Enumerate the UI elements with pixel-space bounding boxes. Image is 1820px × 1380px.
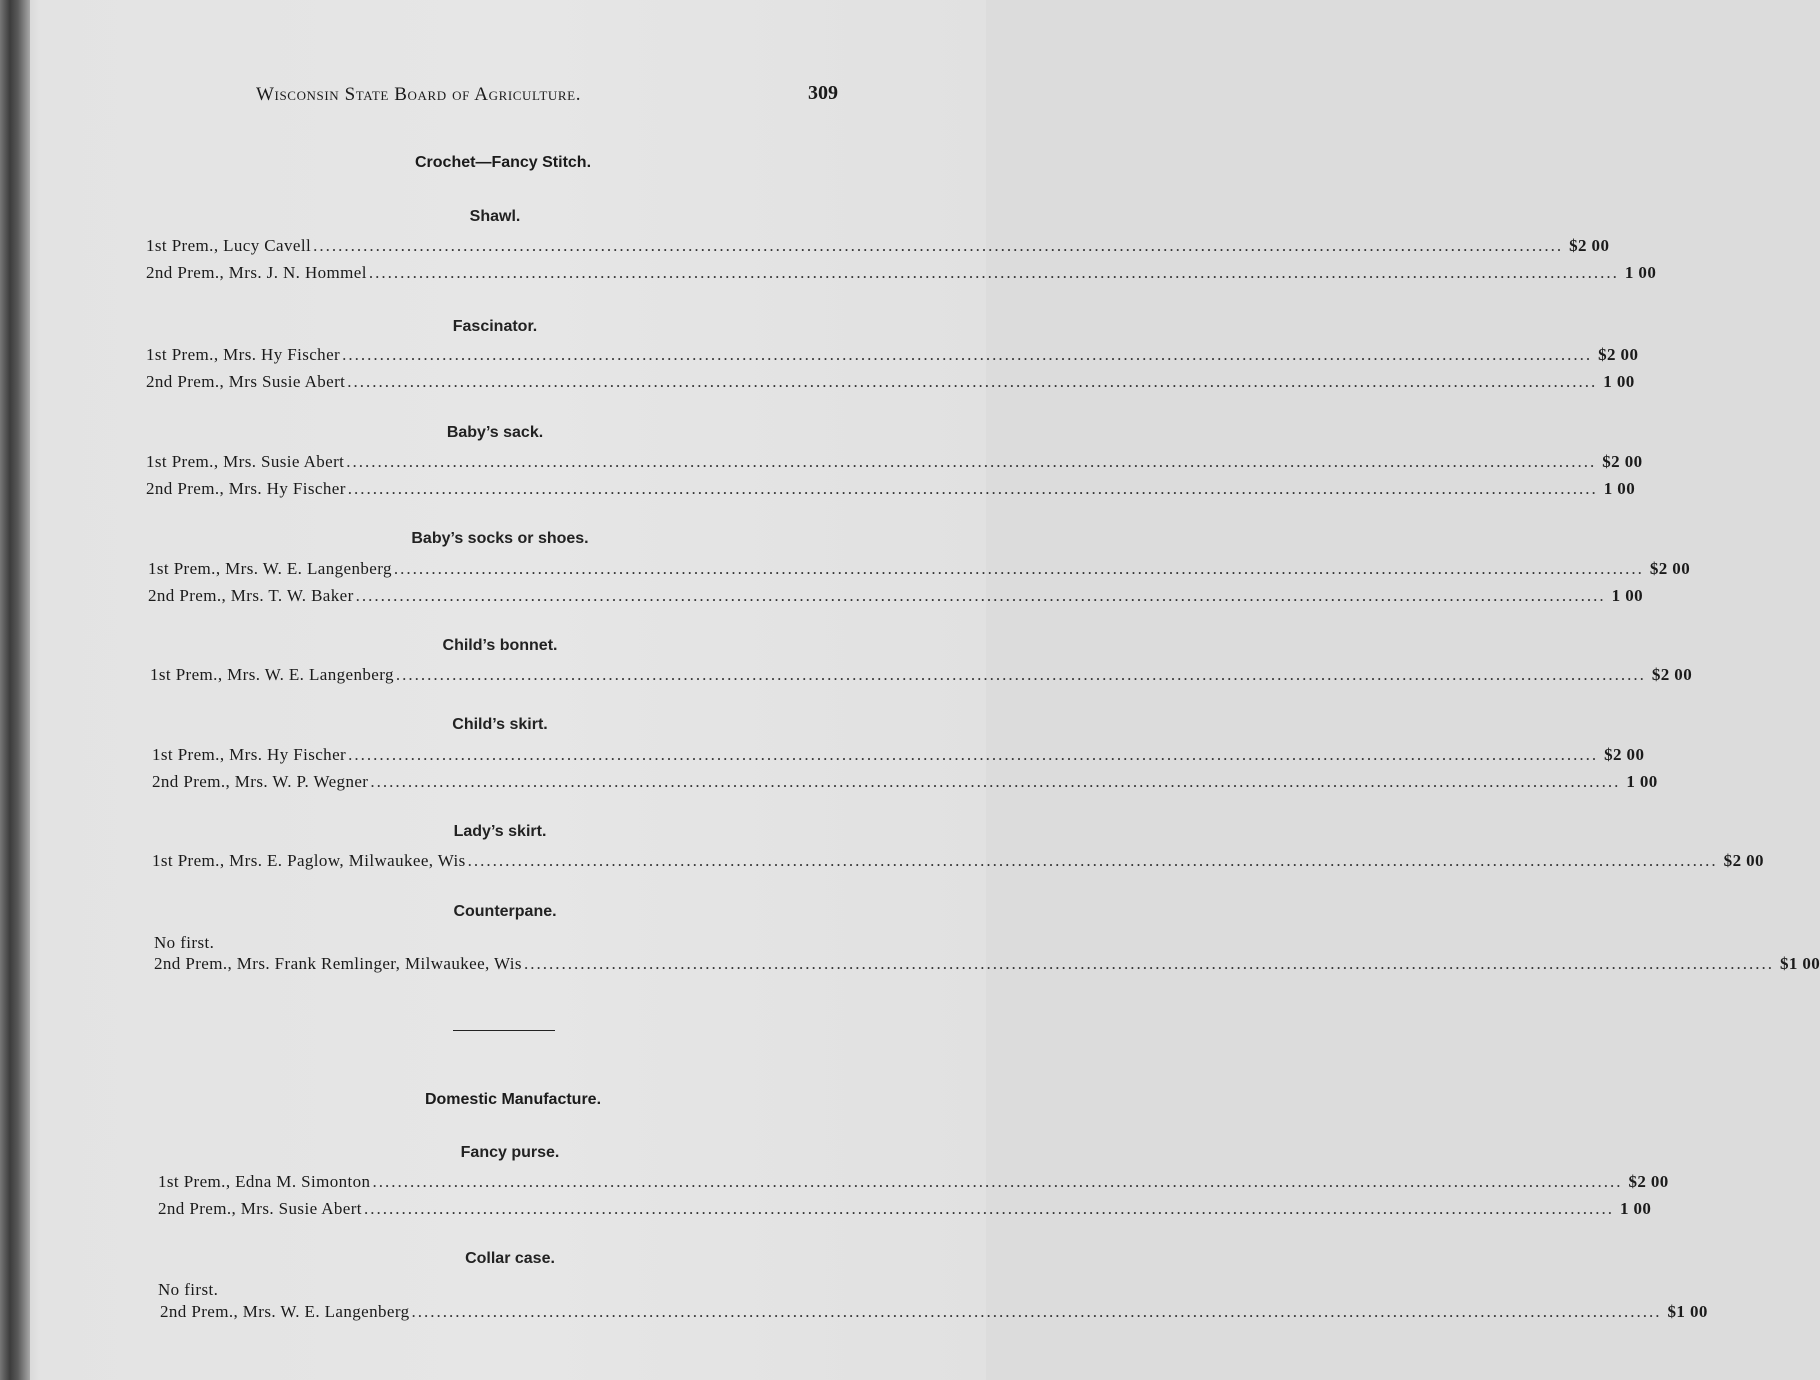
category-heading: Child’s skirt. — [452, 716, 548, 733]
category-heading: Child’s bonnet. — [442, 637, 558, 654]
entry-amount: 1 00 — [1603, 372, 1635, 391]
entry-label: 1st Prem., Mrs. W. E. Langenberg — [150, 665, 394, 684]
premium-entry — [146, 345, 1639, 369]
leader-dots: ........................................................................................................................................................................................................ — [393, 559, 1644, 578]
category-heading: Baby’s socks or shoes. — [411, 530, 589, 547]
premium-entry — [146, 452, 1643, 476]
entry-label: 2nd Prem., Mrs. J. N. Hommel — [146, 263, 367, 282]
leader-dots: ........................................................................................................................................................................................................ — [368, 263, 1619, 282]
leader-dots: ........................................................................................................................................................................................................ — [347, 372, 1598, 391]
premium-entry — [158, 1172, 1669, 1196]
entry-amount: $1 00 — [1779, 954, 1820, 973]
premium-entry — [152, 851, 1764, 875]
category-heading: Lady’s skirt. — [453, 823, 547, 840]
premium-entry — [146, 372, 1635, 396]
page-number: 309 — [808, 82, 838, 104]
entry-amount: 1 00 — [1603, 479, 1636, 498]
entry-label: 1st Prem., Mrs. E. Paglow, Milwaukee, Wis — [152, 851, 466, 870]
section-title: Crochet—Fancy Stitch. — [414, 154, 592, 171]
premium-entry — [146, 479, 1636, 503]
premium-entry — [160, 1302, 1708, 1326]
leader-dots: ........................................................................................................................................................................................................ — [411, 1302, 1662, 1321]
leader-dots: ........................................................................................................................................................................................................ — [523, 954, 1774, 973]
section-title: Domestic Manufacture. — [424, 1091, 602, 1108]
leader-dots: ........................................................................................................................................................................................................ — [372, 1172, 1623, 1191]
premium-entry — [148, 559, 1691, 583]
entry-label: 2nd Prem., Mrs. Hy Fischer — [146, 479, 346, 498]
entry-amount: $2 00 — [1604, 745, 1645, 764]
entry-label: 2nd Prem., Mrs. T. W. Baker — [148, 586, 354, 605]
entry-amount: $2 00 — [1628, 1172, 1669, 1191]
entry-label: 2nd Prem., Mrs. Frank Remlinger, Milwaukee, Wis — [154, 954, 522, 973]
category-heading: Counterpane. — [453, 903, 557, 920]
entry-amount: $2 00 — [1598, 345, 1639, 364]
entry-amount: 1 00 — [1611, 586, 1644, 605]
entry-amount: $2 00 — [1723, 851, 1764, 870]
leader-dots: ........................................................................................................................................................................................................ — [355, 586, 1606, 605]
leader-dots: ........................................................................................................................................................................................................ — [370, 772, 1621, 791]
leader-dots: ........................................................................................................................................................................................................ — [348, 745, 1599, 764]
entry-label: 1st Prem., Mrs. Hy Fischer — [152, 745, 347, 764]
premium-entry — [146, 236, 1610, 260]
entry-label: 2nd Prem., Mrs. W. P. Wegner — [152, 772, 369, 791]
leader-dots: ........................................................................................................................................................................................................ — [395, 665, 1646, 684]
premium-entry — [154, 954, 1820, 978]
leader-dots: ........................................................................................................................................................................................................ — [363, 1199, 1614, 1218]
premium-entry — [152, 745, 1645, 769]
entry-amount: $1 00 — [1667, 1302, 1708, 1321]
leader-dots: ........................................................................................................................................................................................................ — [467, 851, 1718, 870]
entry-amount: $2 00 — [1602, 452, 1643, 471]
premium-entry — [148, 586, 1644, 610]
leader-dots: ........................................................................................................................................................................................................ — [313, 236, 1564, 255]
entry-label: 2nd Prem., Mrs Susie Abert — [146, 372, 346, 391]
category-heading: Fascinator. — [452, 318, 538, 335]
entry-label: 2nd Prem., Mrs. Susie Abert — [158, 1199, 362, 1218]
premium-entry — [152, 772, 1658, 796]
premium-entry — [158, 1199, 1652, 1223]
entry-label: 1st Prem., Mrs. Hy Fischer — [146, 345, 341, 364]
running-title: Wisconsin State Board of Agriculture. — [256, 84, 582, 105]
entry-amount: 1 00 — [1619, 1199, 1652, 1218]
category-heading: Baby’s sack. — [446, 424, 544, 441]
no-first-note: No first. — [154, 933, 215, 952]
entry-amount: 1 00 — [1624, 263, 1657, 282]
book-binding-shadow — [0, 0, 30, 1380]
premium-entry — [146, 263, 1657, 287]
category-heading: Fancy purse. — [460, 1144, 560, 1161]
leader-dots: ........................................................................................................................................................................................................ — [346, 452, 1597, 471]
entry-label: 1st Prem., Mrs. Susie Abert — [146, 452, 345, 471]
category-heading: Shawl. — [469, 208, 521, 225]
premium-entry — [150, 665, 1693, 689]
entry-label: 1st Prem., Lucy Cavell — [146, 236, 312, 255]
leader-dots: ........................................................................................................................................................................................................ — [347, 479, 1598, 498]
no-first-note: No first. — [158, 1280, 219, 1299]
entry-amount: 1 00 — [1626, 772, 1658, 791]
section-divider — [453, 1030, 555, 1031]
entry-amount: $2 00 — [1649, 559, 1691, 578]
entry-amount: $2 00 — [1569, 236, 1610, 255]
entry-label: 1st Prem., Edna M. Simonton — [158, 1172, 371, 1191]
category-heading: Collar case. — [465, 1250, 555, 1267]
leader-dots: ........................................................................................................................................................................................................ — [342, 345, 1593, 364]
entry-label: 2nd Prem., Mrs. W. E. Langenberg — [160, 1302, 410, 1321]
entry-amount: $2 00 — [1651, 665, 1693, 684]
entry-label: 1st Prem., Mrs. W. E. Langenberg — [148, 559, 392, 578]
